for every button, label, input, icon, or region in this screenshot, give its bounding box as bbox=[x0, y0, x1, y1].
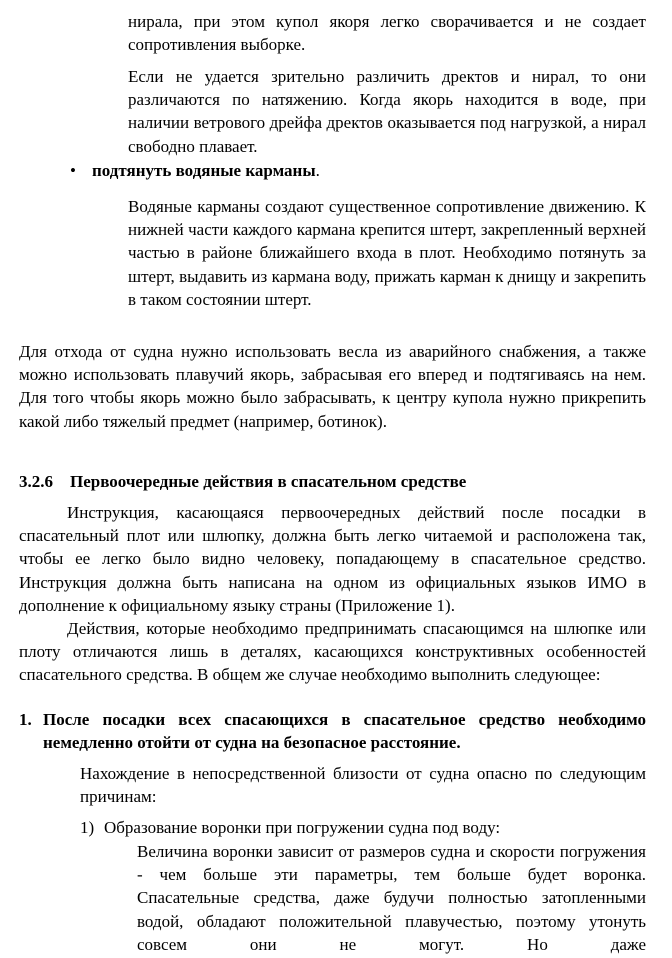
bullet-item-water-pockets bbox=[0, 159, 646, 183]
item-text: После посадки всех спасающихся в спасательное средство необходимо немедленно отойти от судна на безопасное расстояние. bbox=[43, 710, 646, 753]
paragraph-actions: Действия, которые необходимо предпринимать спасающимся на шлюпке или плоту отличаются лишь в деталях, касающихся конструктивных особенностей спасательного средства. В общем же случае необходимо выполнить следующее: bbox=[19, 619, 646, 685]
bullet-period: . bbox=[315, 161, 320, 180]
section-title: Первоочередные действия в спасательном средстве bbox=[70, 472, 467, 491]
sub-item-1 bbox=[80, 816, 646, 840]
bullet-heading: подтянуть водяные карманы bbox=[92, 161, 316, 180]
paragraph-instruction: Инструкция, касающаяся первоочередных действий после посадки в спасательный плот или шлюпку, должна быть легко читаемой и расположена так, чтобы ее легко было видно человеку, попадающему в спасательное средство. Инструкция должна быть написана на одном из официальных языков ИМО в дополнение к официальному языку страны (Приложение 1). bbox=[19, 503, 646, 615]
paragraph-vortex: Величина воронки зависит от размеров судна и скорости погружения - чем больше эти параметры, тем больше будет воронка. Спасательные средства, даже будучи полностью затопленными водой, обладают положительной плавучестью, поэтому утонуть совсем они не могут. Но даже bbox=[137, 842, 646, 954]
sub-item-number: 1) bbox=[80, 818, 95, 837]
paragraph-water-pockets: Водяные карманы создают существенное сопротивление движению. К нижней части каждого кармана крепится штерт, закрепленный верхней частью в районе ближайшего входа в плот. Необходимо потянуть за штерт, выдавить из кармана воду, прижать карман к днищу и закрепить в таком состоянии штерт. bbox=[128, 197, 646, 309]
paragraph-nirala-continuation: нирала, при этом купол якоря легко сворачивается и не создает сопротивления выборке. bbox=[128, 12, 646, 55]
paragraph-drekt-nirala: Если не удается зрительно различить дректов и нирал, то они различаются по натяжению. Когда якорь находится в воде, при наличии ветрового дрейфа дректов оказывается под нагрузкой, а нирал свободно плавает. bbox=[128, 67, 646, 156]
sub-item-text: Образование воронки при погружении судна под воду: bbox=[104, 818, 501, 837]
paragraph-oars-anchor: Для отхода от судна нужно использовать весла из аварийного снабжения, а также можно использовать плавучий якорь, забрасывая его вперед и подтягиваясь на нем. Для того чтобы якорь можно было забрасывать, к центру купола нужно прикрепить какой либо тяжелый предмет (например, ботинок). bbox=[19, 342, 646, 431]
numbered-item-1 bbox=[19, 708, 646, 754]
section-number: 3.2.6 bbox=[19, 472, 53, 491]
bullet-marker: • bbox=[70, 161, 76, 180]
item-number: 1. bbox=[19, 710, 32, 729]
paragraph-proximity: Нахождение в непосредственной близости от судна опасно по следующим причинам: bbox=[80, 764, 646, 807]
section-heading bbox=[19, 470, 646, 494]
